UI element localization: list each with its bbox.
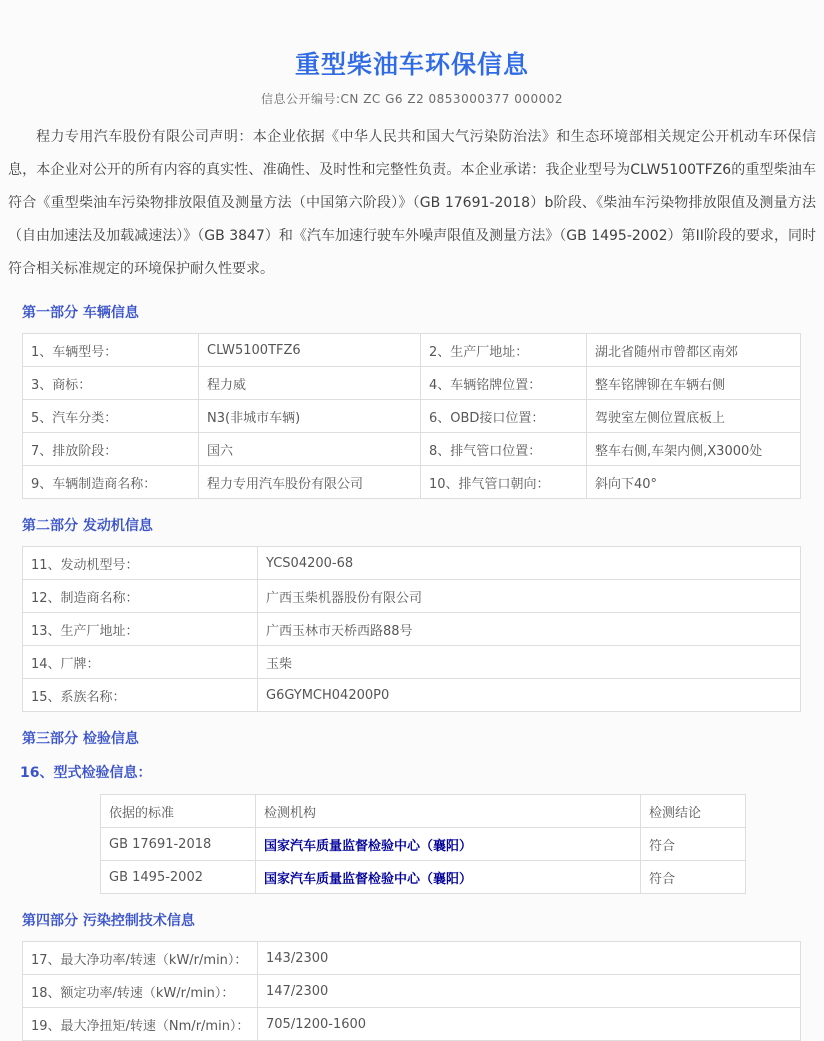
field-value: 玉柴 — [258, 646, 801, 679]
table-row — [101, 828, 746, 861]
section-title-part1: 第一部分 车辆信息 — [22, 305, 139, 321]
table-header-row — [101, 795, 746, 828]
field-label: 7、排放阶段： — [23, 433, 199, 466]
table-row — [23, 466, 801, 499]
field-value: 整车右侧,车架内侧,X3000处 — [587, 433, 801, 466]
declaration-paragraph: 程力专用汽车股份有限公司声明：本企业依据《中华人民共和国大气污染防治法》和生态环境部相关规定公开机动车环保信息，本企业对公开的所有内容的真实性、准确性、及时性和完整性负责。本企业承诺：我企业型号为CLW5100TFZ6的重型柴油车符合《重型柴油车污染物排放限值及测量方法（中国第六阶段）》（GB 17691-2018）b阶段、《柴油车污染物排放限值及测量方法（自由加速法及加载减速法）》（GB 3847）和《汽车加速行驶车外噪声限值及测量方法》（GB 1495-2002）第II阶段的要求，同时符合相关标准规定的环境保护耐久性要求。 — [8, 129, 816, 277]
type-inspection-table — [100, 794, 746, 894]
field-label: 5、汽车分类： — [23, 400, 199, 433]
column-header: 依据的标准 — [101, 795, 256, 828]
field-value: 705/1200-1600 — [258, 1008, 801, 1041]
table-row — [23, 580, 801, 613]
field-label: 4、车辆铭牌位置： — [421, 367, 587, 400]
field-label: 11、发动机型号： — [23, 547, 258, 580]
field-label: 10、排气管口朝向： — [421, 466, 587, 499]
field-value: CLW5100TFZ6 — [199, 334, 421, 367]
inspection-agency-link[interactable]: 国家汽车质量监督检验中心（襄阳） — [264, 871, 473, 887]
field-label: 18、额定功率/转速（kW/r/min）： — [23, 975, 258, 1008]
section-title-part3: 第三部分 检验信息 — [22, 731, 139, 747]
field-value: G6GYMCH04200P0 — [258, 679, 801, 712]
environmental-info-page — [0, 45, 824, 1041]
pollution-control-table — [22, 941, 801, 1041]
table-row — [23, 679, 801, 712]
field-label: 8、排气管口位置： — [421, 433, 587, 466]
field-value: 广西玉柴机器股份有限公司 — [258, 580, 801, 613]
table-row — [23, 1008, 801, 1041]
table-row — [101, 861, 746, 894]
field-value: N3(非城市车辆) — [199, 400, 421, 433]
field-value: 143/2300 — [258, 942, 801, 975]
field-label: 12、制造商名称： — [23, 580, 258, 613]
section-title-part2: 第二部分 发动机信息 — [22, 518, 153, 534]
field-label: 13、生产厂地址： — [23, 613, 258, 646]
agency-cell — [256, 828, 641, 861]
field-label: 1、车辆型号： — [23, 334, 199, 367]
table-row — [23, 613, 801, 646]
vehicle-info-table — [22, 333, 801, 499]
table-row — [23, 547, 801, 580]
field-label: 3、商标： — [23, 367, 199, 400]
table-row — [23, 367, 801, 400]
field-value: 程力专用汽车股份有限公司 — [199, 466, 421, 499]
table-row — [23, 942, 801, 975]
result-cell: 符合 — [641, 861, 746, 894]
column-header: 检测结论 — [641, 795, 746, 828]
column-header: 检测机构 — [256, 795, 641, 828]
field-label: 14、厂牌： — [23, 646, 258, 679]
standard-cell: GB 17691-2018 — [101, 828, 256, 861]
field-value: 广西玉林市天桥西路88号 — [258, 613, 801, 646]
item16-title: 16、型式检验信息： — [20, 765, 152, 781]
field-label: 2、生产厂地址： — [421, 334, 587, 367]
field-value: 国六 — [199, 433, 421, 466]
standard-cell: GB 1495-2002 — [101, 861, 256, 894]
table-row — [23, 433, 801, 466]
field-label: 17、最大净功率/转速（kW/r/min）： — [23, 942, 258, 975]
field-value: YCS04200-68 — [258, 547, 801, 580]
result-cell: 符合 — [641, 828, 746, 861]
engine-info-table — [22, 546, 801, 712]
field-value: 斜向下40° — [587, 466, 801, 499]
field-label: 19、最大净扭矩/转速（Nm/r/min）： — [23, 1008, 258, 1041]
table-row — [23, 646, 801, 679]
table-row — [23, 334, 801, 367]
inspection-agency-link[interactable]: 国家汽车质量监督检验中心（襄阳） — [264, 838, 473, 854]
field-label: 15、系族名称： — [23, 679, 258, 712]
table-row — [23, 975, 801, 1008]
section-title-part4: 第四部分 污染控制技术信息 — [22, 913, 195, 929]
field-value: 整车铭牌铆在车辆右侧 — [587, 367, 801, 400]
field-value: 程力威 — [199, 367, 421, 400]
field-value: 湖北省随州市曾都区南郊 — [587, 334, 801, 367]
field-value: 驾驶室左侧位置底板上 — [587, 400, 801, 433]
field-value: 147/2300 — [258, 975, 801, 1008]
page-title: 重型柴油车环保信息 — [294, 50, 529, 79]
disclosure-code: 信息公开编号:CN ZC G6 Z2 0853000377 000002 — [260, 92, 564, 106]
agency-cell — [256, 861, 641, 894]
field-label: 6、OBD接口位置： — [421, 400, 587, 433]
table-row — [23, 400, 801, 433]
field-label: 9、车辆制造商名称： — [23, 466, 199, 499]
